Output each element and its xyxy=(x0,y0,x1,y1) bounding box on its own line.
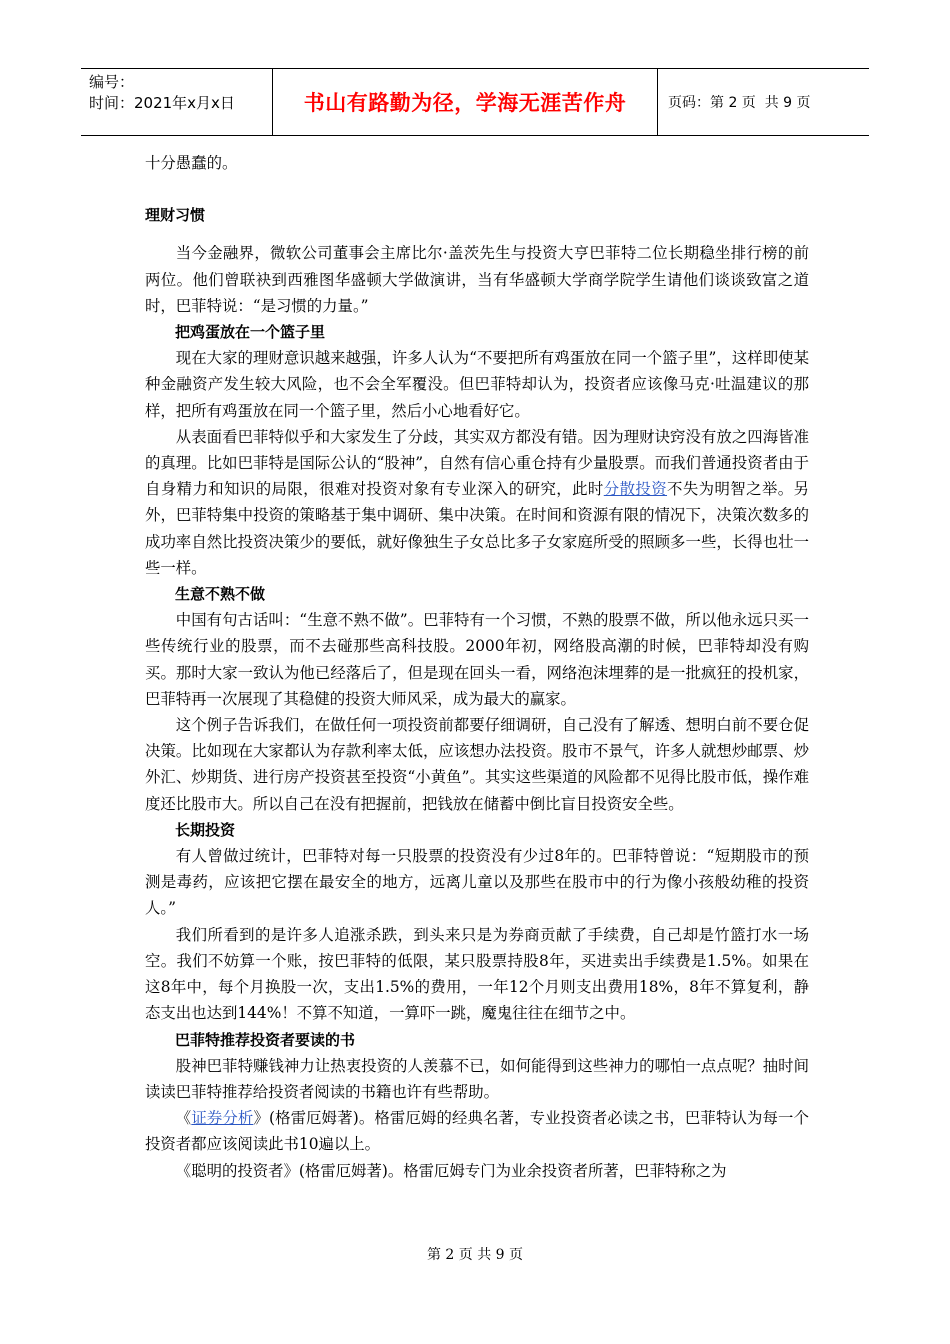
paragraph: 《聪明的投资者》(格雷厄姆著)。格雷厄姆专门为业余投资者所著，巴菲特称之为 xyxy=(175,1161,727,1180)
header-info-cell xyxy=(81,69,273,135)
page-footer xyxy=(0,1244,950,1264)
paragraph xyxy=(145,1105,809,1157)
paragraph xyxy=(145,424,809,581)
subheading: 把鸡蛋放在一个篮子里 xyxy=(175,323,326,342)
subheading: 长期投资 xyxy=(175,820,236,839)
security-analysis-link[interactable]: 证券分析 xyxy=(191,1109,254,1128)
header-page-cell xyxy=(658,69,869,135)
paragraph: 这个例子告诉我们，在做任何一项投资前都要仔细调研，自己没有了解透、想明白前不要仓促决策。比如现在大家都认为存款利率太低，应该想办法投资。股市不景气，许多人就想炒邮票、炒外汇、炒期货、进行房产投资甚至投资“小黄鱼”。其实这些渠道的风险都不见得比股市低，操作难度还比股市大。所以自己在没有把握前，把钱放在储蓄中倒比盲目投资安全些。 xyxy=(145,716,809,813)
diversified-investment-link[interactable]: 分散投资 xyxy=(603,480,668,499)
header-table xyxy=(81,68,869,136)
code-label: 编号： xyxy=(89,73,135,91)
subheading: 生意不熟不做 xyxy=(175,585,266,604)
paragraph: 十分愚蠢的。 xyxy=(145,154,238,172)
paragraph: 我们所看到的是许多人追涨杀跌，到头来只是为券商贡献了手续费，自己却是竹篮打水一场空。我们不妨算一个账，按巴菲特的低限，某只股票持股8年，买进卖出手续费是1.5%。如果在这8年中，每个月换股一次，支出1.5%的费用，一年12个月则支出费用18%，8年不算复利，静态支出也达到144%！不算不知道，一算吓一跳，魔鬼往往在细节之中。 xyxy=(145,925,809,1023)
paragraph: 当今金融界，微软公司董事会主席比尔·盖茨先生与投资大亨巴菲特二位长期稳坐排行榜的前两位。他们曾联袂到西雅图华盛顿大学做演讲，当有华盛顿大学商学院学生请他们谈谈致富之道时，巴菲特说：“是习惯的力量。” xyxy=(145,244,809,315)
time-label: 时间：2021年x月x日 xyxy=(89,94,235,112)
section-title: 理财习惯 xyxy=(145,206,206,225)
page-label: 页码：第 2 页 共 9 页 xyxy=(668,95,811,111)
footer-page-number: 第 2 页 共 9 页 xyxy=(426,1247,524,1263)
paragraph-text: 不失为明智之举。另外，巴菲特集中投资的策略基于集中调研、集中决策。在时间和资源有限的情况下，决策次数多的成功率自然比投资决策少的要低，就好像独生子女总比多子女家庭所受的照顾多一些，长得也壮一些一样。 xyxy=(145,480,809,577)
document-body xyxy=(145,150,809,1184)
paragraph-text: 《 xyxy=(175,1109,192,1128)
header-motto-cell xyxy=(273,69,658,135)
paragraph: 有人曾做过统计，巴菲特对每一只股票的投资没有少过8年的。巴菲特曾说：“短期股市的预测是毒药，应该把它摆在最安全的地方，远离儿童以及那些在股市中的行为像小孩般幼稚的投资人。” xyxy=(145,847,809,918)
paragraph-text: 从表面看巴菲特似乎和大家发生了分歧，其实双方都没有错。因为理财诀窍没有放之四海皆准的真理。比如巴菲特是国际公认的“股神”，自然有信心重仓持有少量股票。而我们普通投资者由于自身精力和知识的局限，很难对投资对象有专业深入的研究，此时 xyxy=(145,427,809,499)
subheading: 巴菲特推荐投资者要读的书 xyxy=(175,1030,356,1049)
paragraph: 中国有句古话叫：“生意不熟不做”。巴菲特有一个习惯，不熟的股票不做，所以他永远只买一些传统行业的股票，而不去碰那些高科技股。2000年初，网络股高潮的时候，巴菲特却没有购买。那时大家一致认为他已经落后了，但是现在回头一看，网络泡沫埋葬的是一批疯狂的投机家，巴菲特再一次展现了其稳健的投资大师风采，成为最大的赢家。 xyxy=(145,611,809,708)
paragraph-text: 》(格雷厄姆著)。格雷厄姆的经典名著，专业投资者必读之书，巴菲特认为每一个投资者都应该阅读此书10遍以上。 xyxy=(145,1109,809,1154)
paragraph: 现在大家的理财意识越来越强，许多人认为“不要把所有鸡蛋放在同一个篮子里”，这样即使某种金融资产发生较大风险，也不会全军覆没。但巴菲特却认为，投资者应该像马克·吐温建议的那样，把所有鸡蛋放在同一个篮子里，然后小心地看好它。 xyxy=(145,349,809,420)
motto-text: 书山有路勤为径，学海无涯苦作舟 xyxy=(303,91,627,115)
paragraph: 股神巴菲特赚钱神力让热衷投资的人羡慕不已，如何能得到这些神力的哪怕一点点呢？抽时间读读巴菲特推荐给投资者阅读的书籍也许有些帮助。 xyxy=(145,1056,809,1101)
